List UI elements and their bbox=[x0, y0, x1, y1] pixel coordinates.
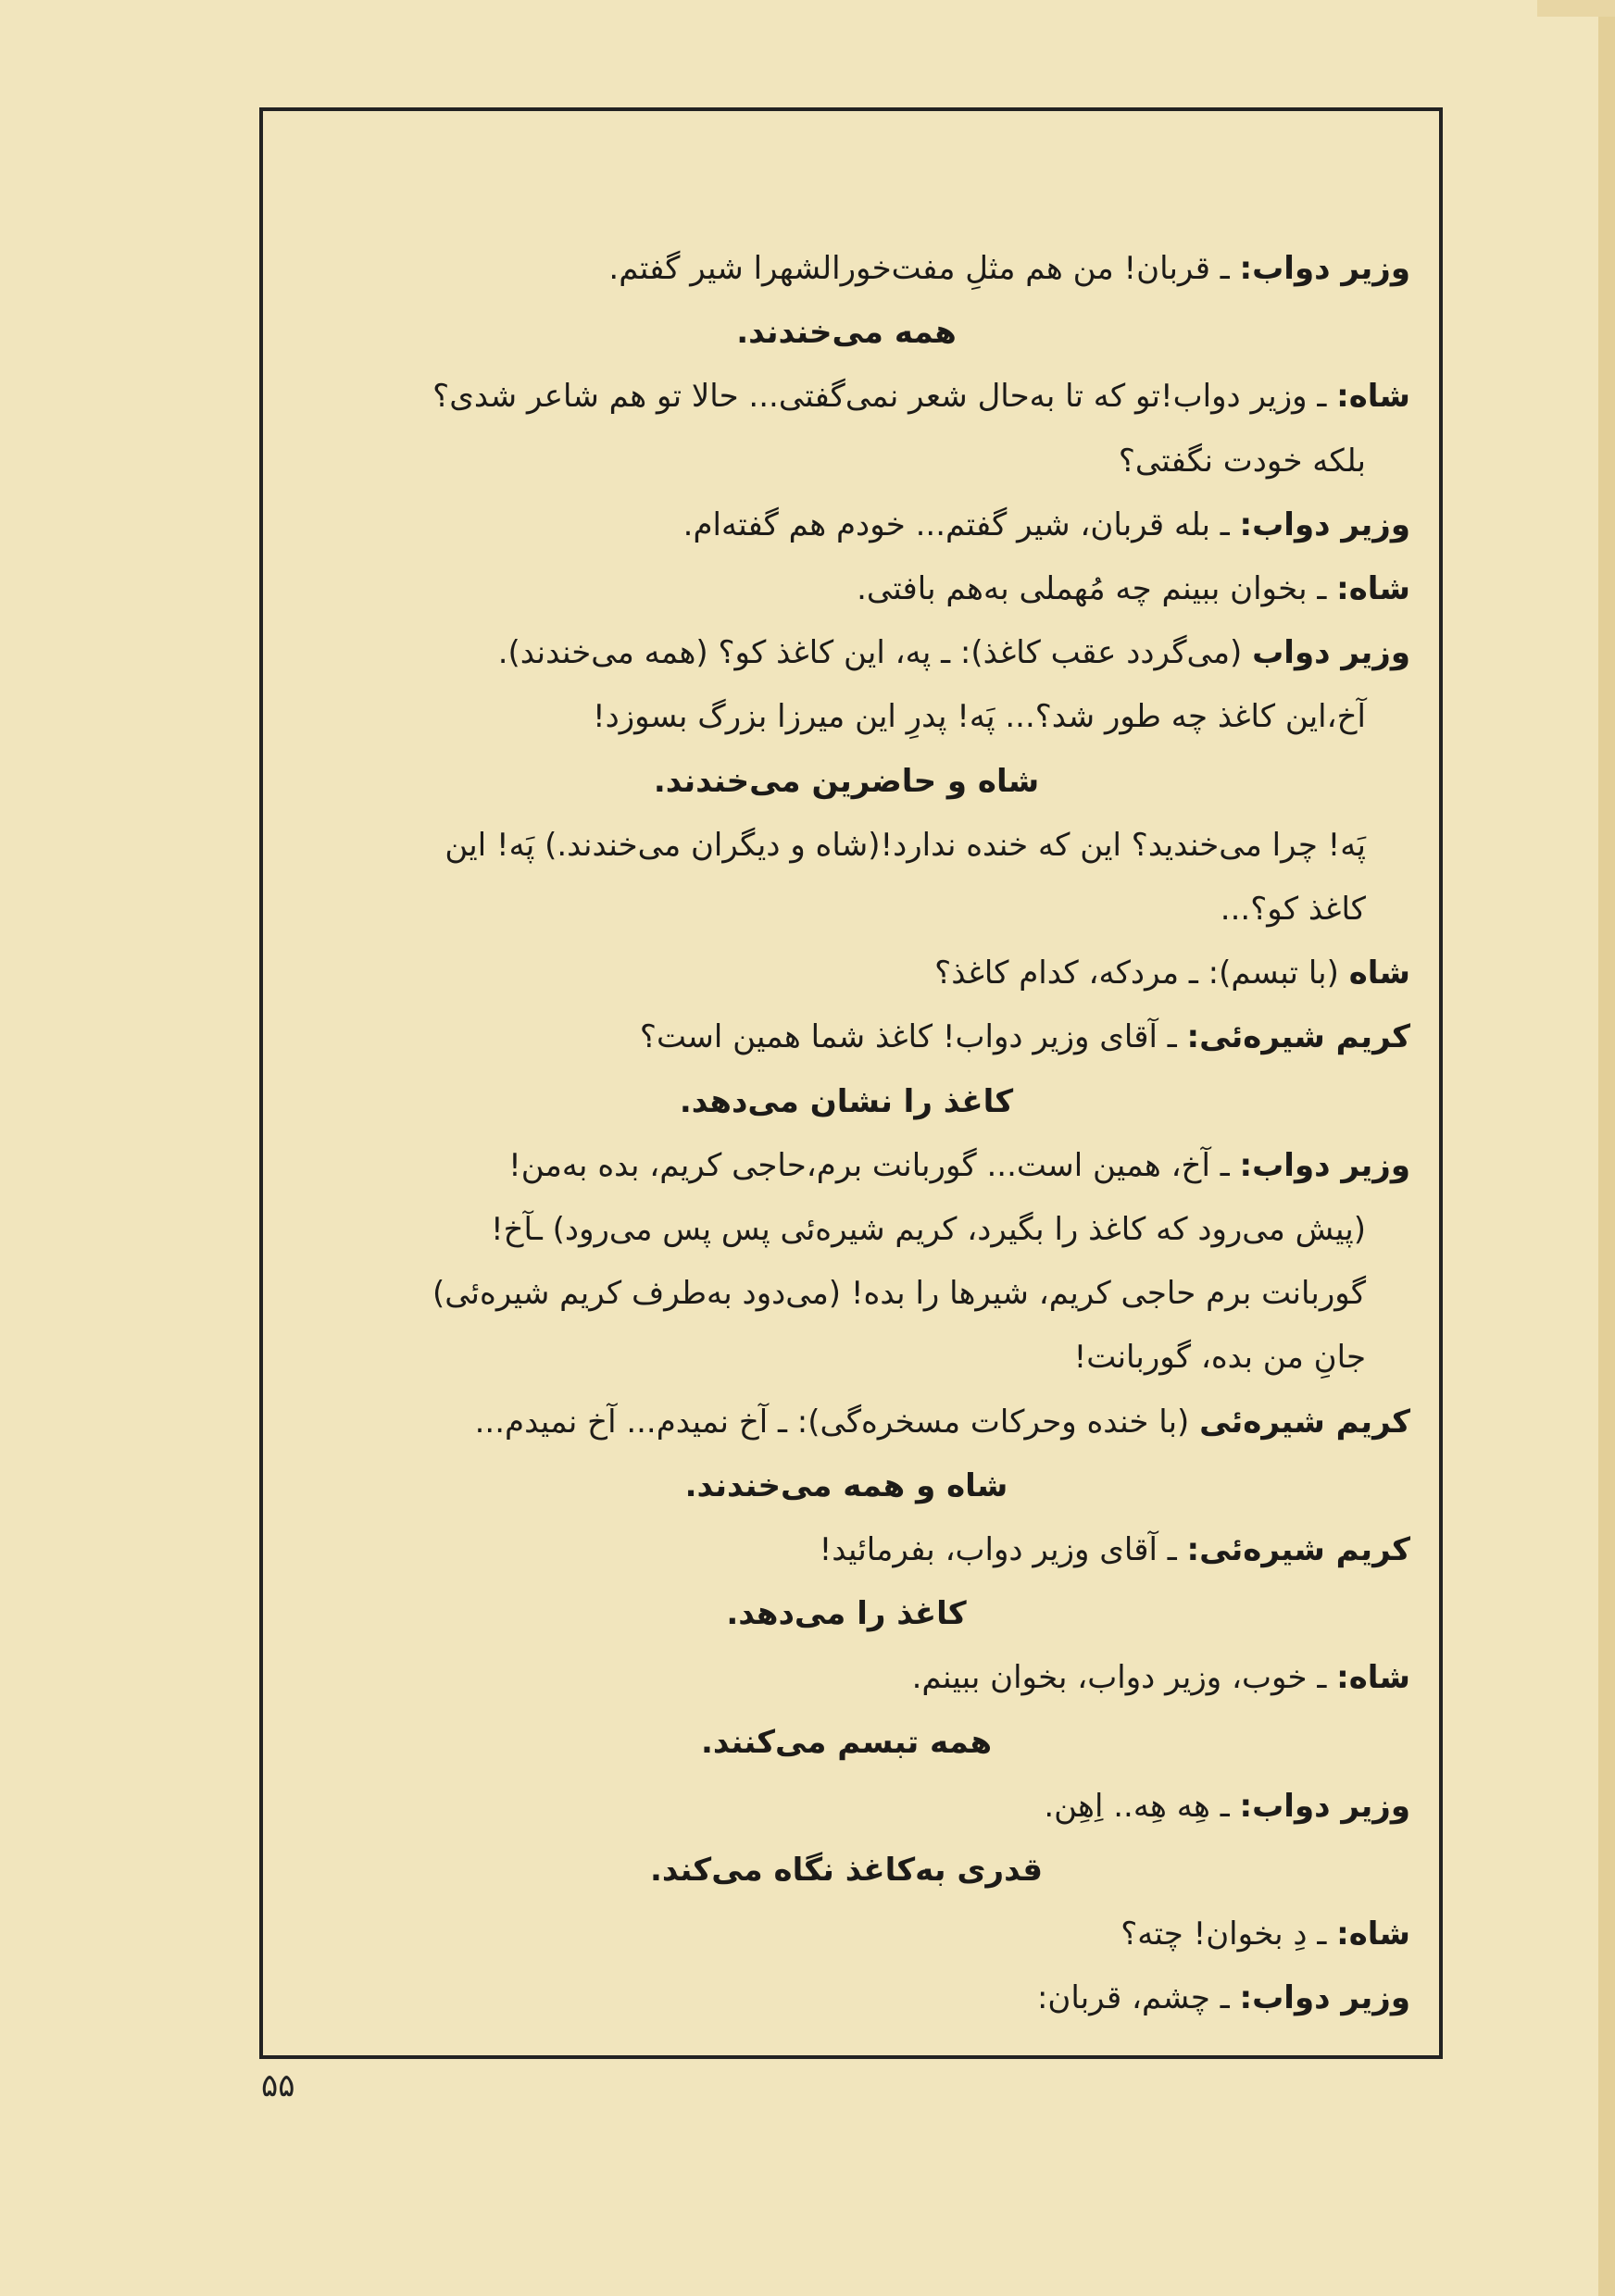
stage-direction bbox=[282, 1839, 1410, 1902]
stage-direction bbox=[282, 1582, 1410, 1645]
speaker-name: وزیر دواب: bbox=[1239, 505, 1410, 543]
line-text: ـ خوب، وزیر دواب، بخوان ببینم. bbox=[911, 1659, 1337, 1697]
dialogue-line bbox=[432, 365, 1410, 428]
line-text: ـ آخ، همین است... گوربانت برم،حاجی کریم، بده به‌من! bbox=[508, 1146, 1240, 1184]
dialogue-line bbox=[508, 1134, 1410, 1197]
speaker-name: شاه: bbox=[1336, 1915, 1410, 1953]
line-text: ـ وزیر دواب!تو که تا به‌حال شعر نمی‌گفتی... حالا تو هم شاعر شدی؟ bbox=[432, 378, 1337, 416]
line-text: ـ بله قربان، شیر گفتم... خودم هم گفته‌ام. bbox=[682, 505, 1240, 543]
line-text: (می‌گردد عقب کاغذ): ـ په، این کاغذ کو؟ (همه می‌خندند). bbox=[497, 634, 1253, 672]
line-text: ـ هِه هِه.. اِهِن. bbox=[1044, 1787, 1240, 1825]
stage-direction bbox=[282, 750, 1410, 813]
speaker-name: کریم شیره‌ئی: bbox=[1186, 1018, 1410, 1056]
line-text: گوربانت برم حاجی کریم، شیرها را بده! (می‌دود به‌طرف کریم شیره‌ئی) bbox=[432, 1275, 1366, 1313]
continuation-line bbox=[1119, 430, 1366, 493]
page-edge-top bbox=[1537, 0, 1615, 17]
line-text: پَه! چرا می‌خندید؟ این که خنده ندارد!(شاه و دیگران می‌خندند.) پَه! این bbox=[444, 826, 1366, 864]
stage-direction bbox=[282, 301, 1410, 364]
stage-direction-text: قدری به‌کاغذ نگاه می‌کند. bbox=[650, 1852, 1043, 1889]
dialogue-line bbox=[475, 1391, 1410, 1454]
speaker-name: وزیر دواب: bbox=[1239, 1146, 1410, 1184]
stage-direction bbox=[282, 1454, 1410, 1517]
stage-direction-text: کاغذ را می‌دهد. bbox=[726, 1595, 967, 1633]
stage-direction bbox=[282, 1070, 1410, 1133]
speaker-name: شاه bbox=[1348, 955, 1410, 992]
line-text: آخ،این کاغذ چه طور شد؟... پَه! پدرِ این میرزا بزرگ بسوزد! bbox=[592, 698, 1366, 736]
line-text: (با خنده وحرکات مسخره‌گی): ـ آخ نمیدم... آخ نمیدم... bbox=[474, 1403, 1200, 1441]
dialogue-line bbox=[1037, 1966, 1410, 2029]
continuation-line bbox=[1074, 1326, 1366, 1389]
line-text: جانِ من بده، گوربانت! bbox=[1073, 1339, 1366, 1377]
stage-direction-text: همه می‌خندند. bbox=[736, 314, 957, 352]
speaker-name: شاه: bbox=[1336, 570, 1410, 607]
continuation-line bbox=[432, 1262, 1366, 1325]
speaker-name: وزیر دواب: bbox=[1239, 1979, 1410, 2017]
dialogue-line bbox=[640, 1005, 1410, 1068]
page-edge bbox=[1598, 0, 1615, 2296]
continuation-line bbox=[444, 814, 1366, 877]
speaker-name: کریم شیره‌ئی bbox=[1199, 1403, 1410, 1441]
stage-direction-text: شاه و همه می‌خندند. bbox=[684, 1466, 1008, 1504]
stage-direction-text: همه تبسم می‌کنند. bbox=[700, 1723, 993, 1761]
line-text: بلکه خودت نگفتی؟ bbox=[1118, 442, 1366, 480]
stage-direction-text: شاه و حاضرین می‌خندند. bbox=[653, 762, 1040, 800]
dialogue-line bbox=[912, 1646, 1410, 1709]
dialogue-line bbox=[498, 621, 1410, 684]
dialogue-line bbox=[1120, 1903, 1410, 1965]
continuation-line bbox=[491, 1198, 1366, 1261]
stage-direction bbox=[282, 1711, 1410, 1774]
dialogue-line bbox=[683, 493, 1410, 556]
speaker-name: شاه: bbox=[1336, 378, 1410, 416]
line-text: (با تبسم): ـ مردکه، کدام کاغذ؟ bbox=[934, 955, 1349, 992]
speaker-name: وزیر دواب: bbox=[1239, 250, 1410, 287]
speaker-name: وزیر دواب: bbox=[1239, 1787, 1410, 1825]
continuation-line bbox=[593, 685, 1366, 748]
continuation-line bbox=[1221, 878, 1366, 941]
dialogue-line bbox=[934, 942, 1410, 1004]
line-text: ـ بخوان ببینم چه مُهملی به‌هم بافتی. bbox=[857, 570, 1337, 607]
dialogue-line bbox=[608, 237, 1410, 300]
line-text: ـ قربان! من هم مثلِ مفت‌خورالشهرا شیر گفتم. bbox=[608, 250, 1240, 287]
stage-direction-text: کاغذ را نشان می‌دهد. bbox=[679, 1082, 1014, 1120]
line-text: ـ دِ بخوان! چته؟ bbox=[1120, 1915, 1337, 1953]
speaker-name: کریم شیره‌ئی: bbox=[1186, 1531, 1410, 1568]
speaker-name: شاه: bbox=[1336, 1659, 1410, 1697]
dialogue-line bbox=[1044, 1775, 1410, 1838]
dialogue-line bbox=[857, 557, 1410, 620]
speaker-name: وزیر دواب bbox=[1252, 634, 1410, 672]
line-text: ـ آقای وزیر دواب! کاغذ شما همین است؟ bbox=[639, 1018, 1187, 1056]
dialogue-line bbox=[820, 1518, 1410, 1581]
page-number: ۵۵ bbox=[261, 2067, 295, 2104]
line-text: ـ آقای وزیر دواب، بفرمائید! bbox=[819, 1531, 1187, 1568]
line-text: (پیش می‌رود که کاغذ را بگیرد، کریم شیره‌ئی پس پس می‌رود) ـآخ! bbox=[490, 1211, 1366, 1248]
line-text: کاغذ کو؟... bbox=[1220, 891, 1366, 928]
line-text: ـ چشم، قربان: bbox=[1036, 1979, 1240, 2017]
